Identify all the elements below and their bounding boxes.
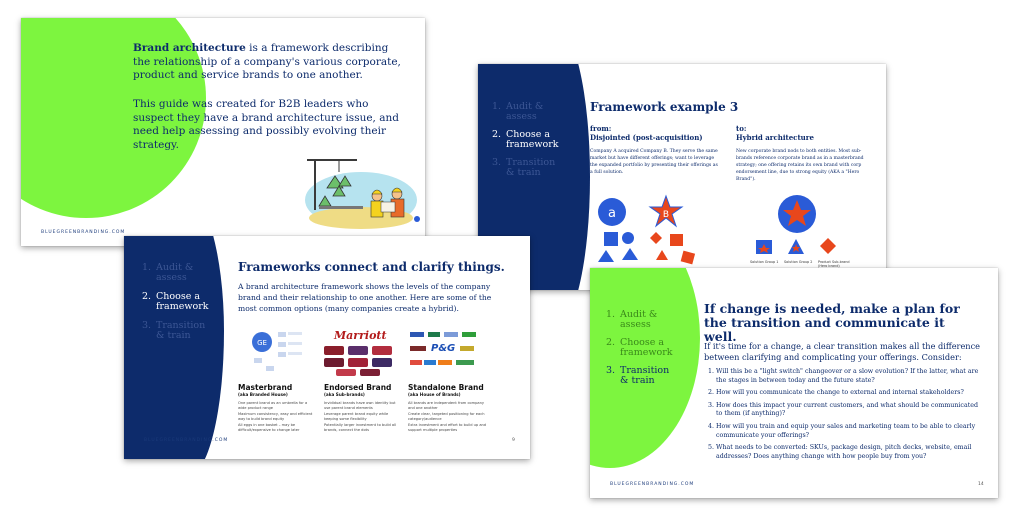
nav-number: 3.	[606, 365, 616, 376]
nav-label: Choose a framework	[506, 129, 559, 150]
from-label: from:	[590, 124, 612, 133]
column-desc-3: Potentially larger investment to build all brands, connect the dots	[324, 423, 397, 432]
column-desc-2: Maximum consistency, easy and efficient way to build brand equity	[238, 412, 313, 421]
nav-label: Transition & train	[506, 157, 556, 178]
nav-number: 3.	[142, 320, 152, 331]
slide-brand-architecture-intro	[21, 18, 425, 246]
intro-paragraph: If it's time for a change, a clear transition makes all the difference between clarifying and complicating your offerings. Consider:	[704, 341, 981, 362]
nav-label: Audit & assess	[156, 262, 194, 283]
nav-number: 2.	[492, 129, 502, 140]
column-desc-3: All eggs in one basket – may be difficult/expensive to change later	[238, 423, 300, 432]
to-description: New corporate brand nods to both entities. Most sub-brands reference corporate brand as in a masterbrand strategy; one offering retains its own brand with corp endorsement line, due to strong equity (AKA a "Hero Brand").	[736, 149, 864, 182]
column-desc-1: One parent brand as an umbrella for a wide product range	[238, 401, 308, 410]
nav-item-transition[interactable]	[142, 321, 206, 340]
nav-label: Choose a framework	[156, 291, 209, 312]
letter-a: a	[608, 206, 616, 221]
intro-paragraph	[133, 42, 403, 83]
nav-label: Audit & assess	[620, 309, 658, 330]
from-description: Company A acquired Company B. They serve the same market but have different offerings; want to leverage the expanded portfolio by presenting their offerings as a full solution.	[590, 149, 718, 175]
nav-number: 1.	[492, 101, 502, 112]
column-title: Endorsed Brand	[324, 383, 392, 392]
question-item: 3. How does this impact your current customers, and what should be communicated to them (if anything)?	[716, 402, 984, 419]
endorsed-brand-visual	[322, 344, 394, 378]
column-desc-1: Invididual brands have own identity but use parent brand elements	[324, 401, 396, 410]
nav-label: Choose a framework	[620, 337, 673, 358]
nav-number: 3.	[492, 157, 502, 168]
intro-bold-term: Brand architecture	[133, 42, 246, 54]
nav-number: 2.	[142, 291, 152, 302]
question-item: 1. Will this be a "light switch" changeover or a slow evolution? If the latter, what are the stages in between today and the future state?	[716, 368, 984, 385]
slide-title: Framework example 3	[590, 100, 739, 114]
construction-illustration	[289, 148, 425, 230]
caption-group-1: Solution Group 1	[750, 260, 779, 264]
question-item: 5. What needs to be converted: SKUs, package design, pitch decks, website, email addresses? Does anything change with how people buy from you?	[716, 444, 984, 461]
column-aka: (aka Branded House)	[238, 392, 288, 397]
column-title: Masterbrand	[238, 383, 293, 392]
nav-label: Transition & train	[156, 320, 206, 341]
nav-item-audit[interactable]	[492, 102, 558, 121]
column-desc-2: Create clear, targeted positioning for each category/audience	[408, 412, 485, 421]
nav-item-choose[interactable]	[606, 338, 676, 357]
to-title: Hybrid architecture	[736, 133, 814, 142]
caption-group-2: Solution Group 2	[784, 260, 813, 264]
slide-framework-example-3	[478, 64, 886, 290]
footer-url: BLUEGREENBRANDING.COM	[610, 482, 695, 487]
caption-hero-brand: Product Sub-brand (Hero brand)	[818, 260, 850, 268]
letter-b: B	[662, 210, 670, 220]
nav-number: 1.	[142, 262, 152, 273]
footer-url: BLUEGREENBRANDING.COM	[41, 230, 126, 235]
page-number: 14	[978, 482, 984, 487]
slide-frameworks-connect	[124, 236, 530, 459]
nav-item-audit[interactable]	[606, 310, 670, 329]
intro-text: is a framework describing the relationship of a company's various corporate, product and service brands to one another.	[133, 42, 401, 81]
column-desc-3: Extra investment and effort to build up and support multiple properties	[408, 423, 487, 432]
nav-item-choose[interactable]	[142, 292, 212, 311]
questions-list	[702, 368, 984, 465]
column-title: Standalone Brand	[408, 383, 484, 392]
intro-paragraph: A brand architecture framework shows the levels of the company brand and their relationship to one another. Here are some of the most common options (many companies create a hybrid).	[238, 282, 492, 313]
svg-text:GE: GE	[257, 339, 267, 347]
slide-transition-plan	[590, 268, 998, 498]
pg-logo: P&G	[431, 343, 456, 354]
from-title: Disjointed (post-acquisition)	[590, 133, 703, 142]
nav-item-transition[interactable]	[492, 158, 558, 177]
slide-title: If change is needed, make a plan for the transition and communicate it well.	[704, 301, 960, 344]
standalone-brand-visual	[408, 330, 480, 378]
column-desc-2: Leverage parent brand equity while keeping some flexibility	[324, 412, 389, 421]
column-aka: (aka House of Brands)	[408, 392, 461, 397]
framework-column-masterbrand	[238, 384, 314, 432]
nav-label: Transition & train	[620, 365, 670, 386]
column-aka: (aka Sub-brands)	[324, 392, 365, 397]
framework-column-endorsed	[324, 384, 400, 432]
disjointed-shapes-illustration	[596, 194, 706, 276]
column-desc-1: All brands are independent from company and one another	[408, 401, 485, 410]
nav-number: 2.	[606, 337, 616, 348]
slide-title: Frameworks connect and clarify things.	[238, 260, 505, 274]
question-item: 2. How will you communicate the change to external and internal stakeholders?	[716, 389, 984, 398]
nav-item-choose[interactable]	[492, 130, 564, 149]
nav-item-transition[interactable]	[606, 366, 670, 385]
footer-url: BLUEGREENBRANDING.COM	[144, 438, 229, 443]
nav-number: 1.	[606, 309, 616, 320]
framework-column-standalone	[408, 384, 488, 432]
marriott-logo: Marriott	[334, 329, 387, 342]
masterbrand-visual	[244, 328, 306, 378]
nav-item-audit[interactable]	[142, 263, 206, 282]
page-number: 9	[512, 438, 515, 443]
nav-label: Audit & assess	[506, 101, 544, 122]
hybrid-shapes-illustration	[748, 194, 858, 260]
to-label: to:	[736, 124, 747, 133]
guide-paragraph: This guide was created for B2B leaders who suspect they have a brand architecture issue, and need help assessing and possibly evolving their strategy.	[133, 98, 399, 151]
question-item: 4. How will you train and equip your sales and marketing team to be able to clearly communicate your offerings?	[716, 423, 984, 440]
